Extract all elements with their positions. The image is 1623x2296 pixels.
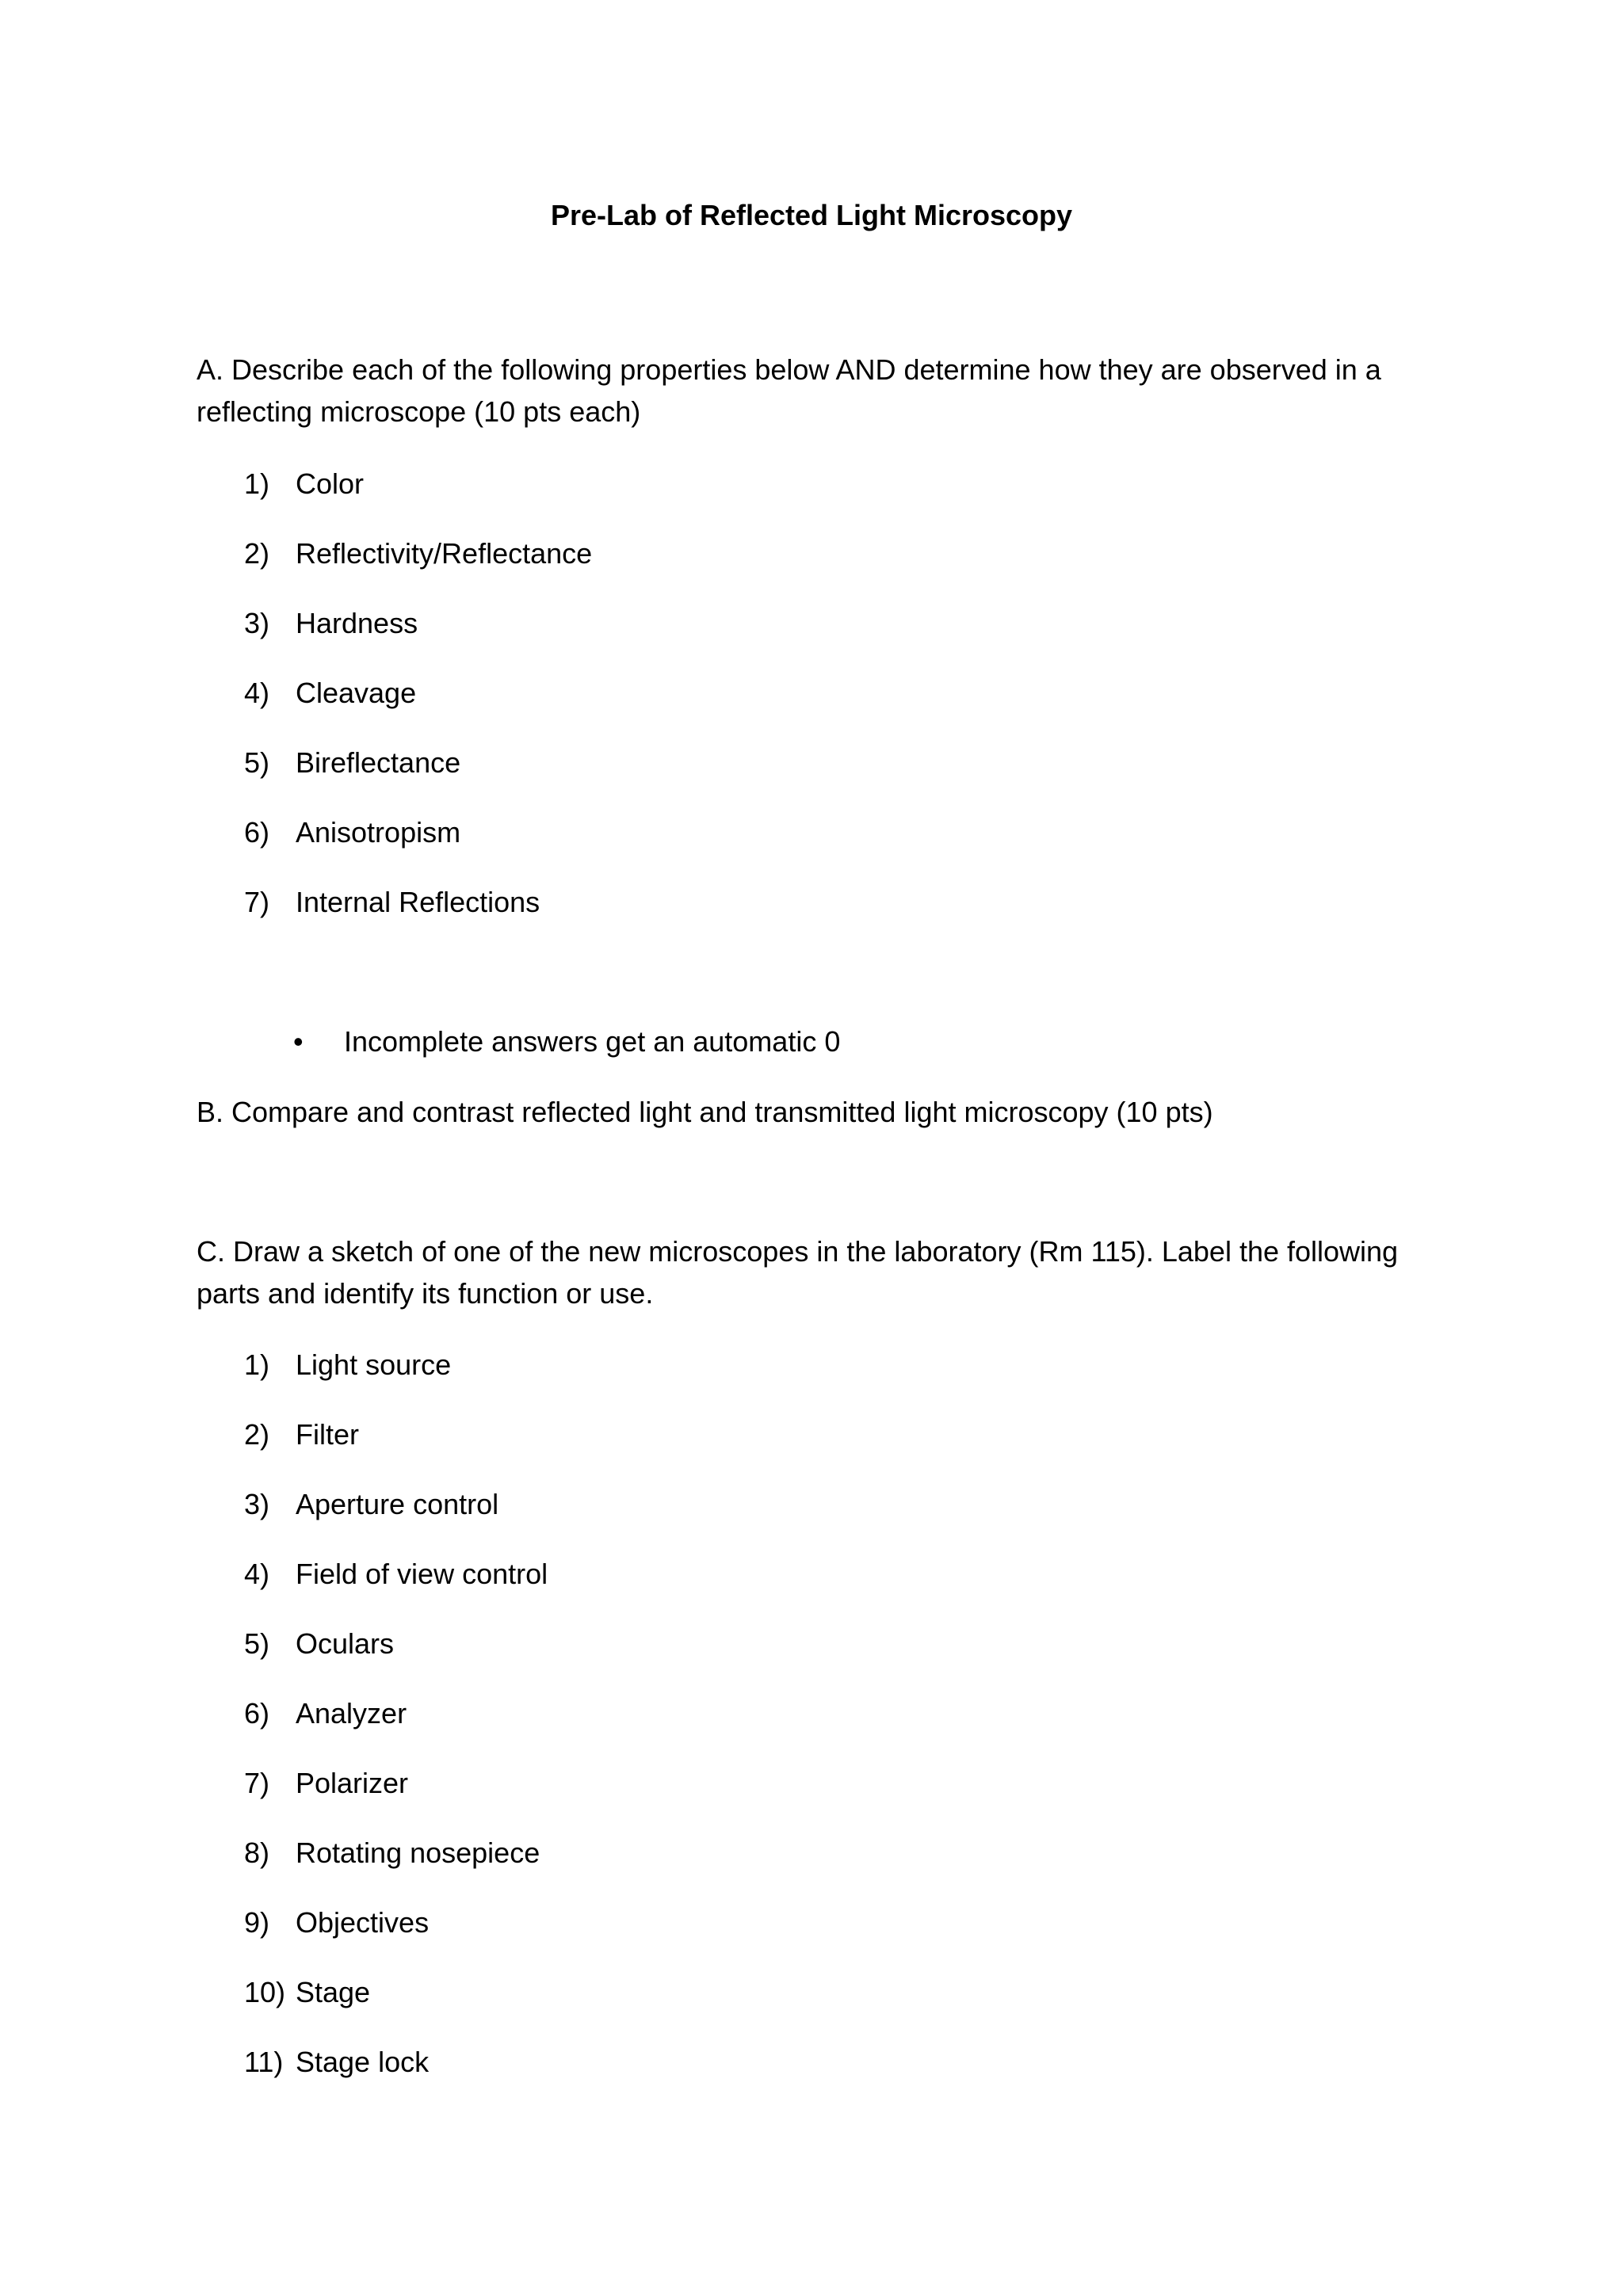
section-a-item <box>244 603 418 644</box>
item-number: 2) <box>244 537 270 570</box>
note-text: Incomplete answers get an automatic 0 <box>344 1025 841 1058</box>
item-label: Internal Reflections <box>296 886 540 918</box>
section-a-item <box>244 812 460 853</box>
section-a-item <box>244 742 460 784</box>
section-c-item <box>244 1623 394 1665</box>
item-label: Color <box>296 467 365 500</box>
section-c-item <box>244 1763 408 1804</box>
bullet-icon: • <box>293 1025 304 1058</box>
item-number: 11) <box>244 2046 284 2078</box>
item-label: Objectives <box>296 1906 430 1939</box>
item-number: 5) <box>244 746 270 779</box>
section-a-item <box>244 882 540 923</box>
section-a-item <box>244 463 364 505</box>
item-number: 4) <box>244 677 270 709</box>
item-number: 7) <box>244 886 270 918</box>
note-bullet-item <box>293 1021 840 1062</box>
section-c-item <box>244 2042 429 2083</box>
item-number: 6) <box>244 1697 270 1730</box>
item-label: Bireflectance <box>296 746 461 779</box>
item-number: 5) <box>244 1627 270 1660</box>
section-a-prompt: A. Describe each of the following properties below AND determine how they are observed in a reflecting microscope (10 pts each) <box>197 353 1381 428</box>
item-number: 7) <box>244 1767 270 1799</box>
item-number: 4) <box>244 1558 270 1590</box>
item-label: Stage lock <box>296 2046 430 2078</box>
section-c-item <box>244 1833 540 1874</box>
item-number: 3) <box>244 607 270 639</box>
item-number: 10) <box>244 1976 286 2008</box>
section-c-item <box>244 1554 548 1595</box>
item-label: Light source <box>296 1348 452 1381</box>
item-label: Anisotropism <box>296 816 461 849</box>
section-c-item <box>244 1693 407 1734</box>
section-c-item <box>244 1484 498 1525</box>
section-c-item <box>244 1414 359 1455</box>
item-number: 1) <box>244 1348 270 1381</box>
item-label: Analyzer <box>296 1697 407 1730</box>
item-label: Field of view control <box>296 1558 548 1590</box>
section-c-item <box>244 1972 370 2013</box>
item-number: 1) <box>244 467 270 500</box>
item-number: 6) <box>244 816 270 849</box>
item-label: Hardness <box>296 607 418 639</box>
page-title: Pre-Lab of Reflected Light Microscopy <box>550 199 1073 231</box>
item-label: Stage <box>296 1976 371 2008</box>
item-label: Cleavage <box>296 677 417 709</box>
item-label: Polarizer <box>296 1767 409 1799</box>
item-label: Aperture control <box>296 1488 499 1520</box>
item-label: Rotating nosepiece <box>296 1836 540 1869</box>
item-label: Filter <box>296 1418 359 1451</box>
item-number: 2) <box>244 1418 270 1451</box>
section-c-item <box>244 1902 429 1943</box>
item-number: 3) <box>244 1488 270 1520</box>
item-label: Oculars <box>296 1627 395 1660</box>
item-label: Reflectivity/Reflectance <box>296 537 593 570</box>
item-number: 8) <box>244 1836 270 1869</box>
section-b-prompt: B. Compare and contrast reflected light and transmitted light microscopy (10 pts) <box>197 1096 1213 1128</box>
section-c-prompt: C. Draw a sketch of one of the new microscopes in the laboratory (Rm 115). Label the following parts and identify its function or use. <box>197 1235 1399 1310</box>
item-number: 9) <box>244 1906 270 1939</box>
section-a-item <box>244 673 416 714</box>
section-a-item <box>244 533 592 574</box>
section-c-item <box>244 1344 451 1386</box>
